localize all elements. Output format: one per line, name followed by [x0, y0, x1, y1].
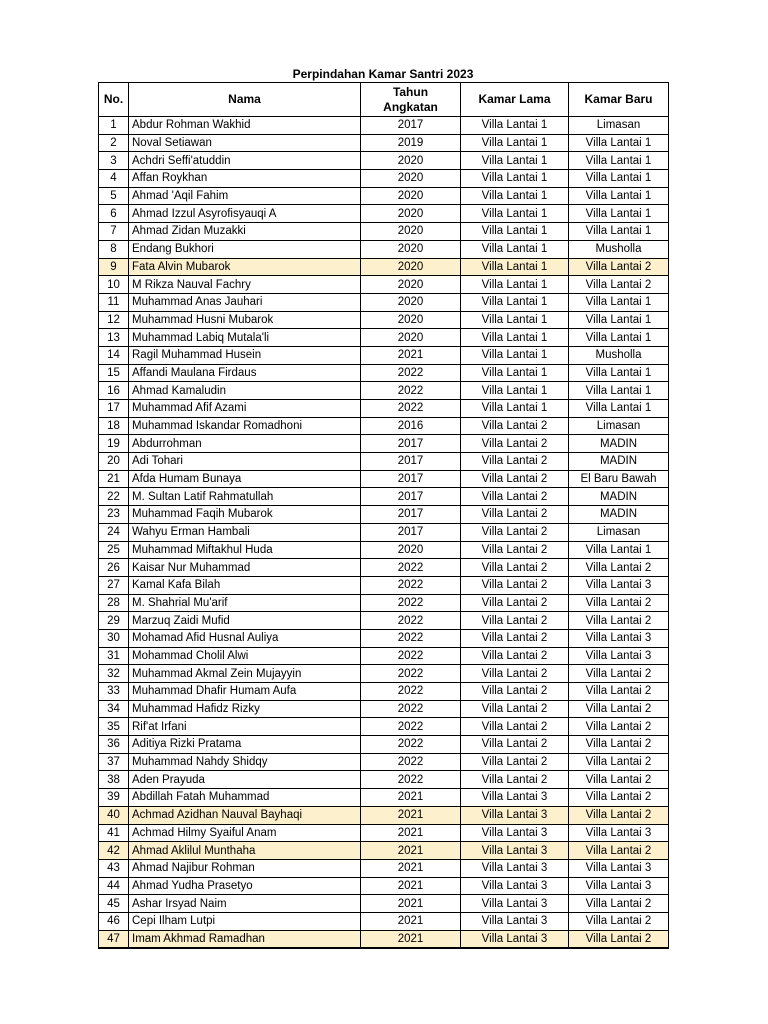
table-row	[99, 258, 669, 276]
cell-tahun-angkatan: 2016	[361, 417, 461, 435]
cell-no: 41	[99, 824, 129, 842]
cell-kamar-lama: Villa Lantai 1	[461, 258, 569, 276]
cell-nama: M Rikza Nauval Fachry	[129, 276, 361, 294]
document-sheet	[98, 66, 668, 949]
cell-kamar-lama: Villa Lantai 1	[461, 400, 569, 418]
cell-nama: Ahmad Aklilul Munthaha	[129, 842, 361, 860]
cell-nama: Ahmad Najibur Rohman	[129, 859, 361, 877]
cell-tahun-angkatan: 2021	[361, 895, 461, 913]
cell-tahun-angkatan: 2020	[361, 293, 461, 311]
cell-kamar-baru: Villa Lantai 2	[569, 930, 669, 948]
table-row	[99, 594, 669, 612]
cell-kamar-lama: Villa Lantai 2	[461, 683, 569, 701]
cell-nama: Ahmad 'Aqil Fahim	[129, 187, 361, 205]
cell-no: 10	[99, 276, 129, 294]
table-row	[99, 771, 669, 789]
cell-kamar-baru: Limasan	[569, 117, 669, 135]
table-row	[99, 647, 669, 665]
cell-no: 24	[99, 523, 129, 541]
cell-kamar-lama: Villa Lantai 2	[461, 523, 569, 541]
cell-no: 6	[99, 205, 129, 223]
cell-kamar-baru: Limasan	[569, 523, 669, 541]
cell-kamar-lama: Villa Lantai 1	[461, 187, 569, 205]
cell-nama: Endang Bukhori	[129, 240, 361, 258]
cell-no: 4	[99, 170, 129, 188]
cell-no: 13	[99, 329, 129, 347]
cell-nama: Achdri Seffi'atuddin	[129, 152, 361, 170]
cell-tahun-angkatan: 2020	[361, 205, 461, 223]
cell-tahun-angkatan: 2021	[361, 789, 461, 807]
cell-nama: Aden Prayuda	[129, 771, 361, 789]
table-row	[99, 506, 669, 524]
cell-kamar-lama: Villa Lantai 3	[461, 806, 569, 824]
cell-no: 2	[99, 134, 129, 152]
cell-no: 14	[99, 346, 129, 364]
table-row	[99, 824, 669, 842]
cell-kamar-baru: Villa Lantai 2	[569, 895, 669, 913]
cell-kamar-lama: Villa Lantai 2	[461, 736, 569, 754]
cell-nama: Fata Alvin Mubarok	[129, 258, 361, 276]
table-row	[99, 223, 669, 241]
cell-kamar-baru: Villa Lantai 1	[569, 382, 669, 400]
cell-no: 45	[99, 895, 129, 913]
cell-kamar-lama: Villa Lantai 2	[461, 665, 569, 683]
cell-tahun-angkatan: 2019	[361, 134, 461, 152]
cell-tahun-angkatan: 2020	[361, 258, 461, 276]
cell-nama: Muhammad Labiq Mutala'li	[129, 329, 361, 347]
table-row	[99, 276, 669, 294]
cell-tahun-angkatan: 2021	[361, 346, 461, 364]
cell-nama: M. Sultan Latif Rahmatullah	[129, 488, 361, 506]
cell-nama: Afda Humam Bunaya	[129, 470, 361, 488]
cell-tahun-angkatan: 2020	[361, 541, 461, 559]
cell-kamar-lama: Villa Lantai 3	[461, 859, 569, 877]
table-row	[99, 240, 669, 258]
table-row	[99, 364, 669, 382]
cell-no: 5	[99, 187, 129, 205]
cell-no: 26	[99, 559, 129, 577]
cell-no: 27	[99, 576, 129, 594]
cell-no: 44	[99, 877, 129, 895]
cell-nama: Ragil Muhammad Husein	[129, 346, 361, 364]
cell-no: 19	[99, 435, 129, 453]
cell-kamar-lama: Villa Lantai 2	[461, 559, 569, 577]
cell-no: 8	[99, 240, 129, 258]
cell-kamar-lama: Villa Lantai 2	[461, 718, 569, 736]
cell-no: 39	[99, 789, 129, 807]
cell-nama: Achmad Hilmy Syaiful Anam	[129, 824, 361, 842]
cell-kamar-lama: Villa Lantai 1	[461, 329, 569, 347]
cell-kamar-baru: MADIN	[569, 506, 669, 524]
cell-nama: Wahyu Erman Hambali	[129, 523, 361, 541]
cell-tahun-angkatan: 2021	[361, 859, 461, 877]
cell-nama: Mohammad Cholil Alwi	[129, 647, 361, 665]
cell-kamar-baru: Villa Lantai 1	[569, 152, 669, 170]
table-row	[99, 470, 669, 488]
table-row	[99, 117, 669, 135]
cell-tahun-angkatan: 2020	[361, 276, 461, 294]
cell-tahun-angkatan: 2020	[361, 240, 461, 258]
cell-no: 38	[99, 771, 129, 789]
cell-kamar-baru: Musholla	[569, 346, 669, 364]
table-row	[99, 789, 669, 807]
room-transfer-table	[98, 82, 669, 949]
table-row	[99, 346, 669, 364]
table-row	[99, 187, 669, 205]
cell-no: 40	[99, 806, 129, 824]
cell-tahun-angkatan: 2021	[361, 824, 461, 842]
cell-tahun-angkatan: 2017	[361, 117, 461, 135]
cell-tahun-angkatan: 2021	[361, 877, 461, 895]
cell-tahun-angkatan: 2017	[361, 470, 461, 488]
document-title: Perpindahan Kamar Santri 2023	[292, 67, 474, 81]
cell-no: 42	[99, 842, 129, 860]
header-kamar-baru: Kamar Baru	[569, 83, 669, 117]
cell-kamar-baru: Villa Lantai 2	[569, 276, 669, 294]
cell-kamar-lama: Villa Lantai 1	[461, 170, 569, 188]
cell-no: 9	[99, 258, 129, 276]
cell-tahun-angkatan: 2022	[361, 400, 461, 418]
cell-nama: Marzuq Zaidi Mufid	[129, 612, 361, 630]
table-row	[99, 612, 669, 630]
cell-tahun-angkatan: 2022	[361, 753, 461, 771]
cell-no: 3	[99, 152, 129, 170]
cell-nama: Muhammad Husni Mubarok	[129, 311, 361, 329]
table-row	[99, 488, 669, 506]
cell-nama: Mohamad Afid Husnal Auliya	[129, 629, 361, 647]
cell-no: 12	[99, 311, 129, 329]
cell-kamar-baru: Villa Lantai 2	[569, 789, 669, 807]
table-row	[99, 523, 669, 541]
cell-kamar-baru: Villa Lantai 3	[569, 877, 669, 895]
cell-tahun-angkatan: 2022	[361, 594, 461, 612]
cell-tahun-angkatan: 2022	[361, 700, 461, 718]
table-row	[99, 930, 669, 948]
table-row	[99, 683, 669, 701]
cell-nama: Adi Tohari	[129, 453, 361, 471]
cell-kamar-lama: Villa Lantai 3	[461, 842, 569, 860]
cell-kamar-baru: MADIN	[569, 488, 669, 506]
cell-tahun-angkatan: 2020	[361, 152, 461, 170]
cell-tahun-angkatan: 2017	[361, 453, 461, 471]
cell-kamar-baru: Villa Lantai 2	[569, 683, 669, 701]
cell-kamar-baru: Villa Lantai 3	[569, 859, 669, 877]
cell-nama: Muhammad Afif Azami	[129, 400, 361, 418]
cell-tahun-angkatan: 2021	[361, 930, 461, 948]
cell-kamar-baru: Villa Lantai 2	[569, 771, 669, 789]
cell-kamar-baru: Villa Lantai 1	[569, 329, 669, 347]
cell-kamar-lama: Villa Lantai 2	[461, 753, 569, 771]
cell-nama: Ahmad Zidan Muzakki	[129, 223, 361, 241]
cell-kamar-baru: Villa Lantai 2	[569, 559, 669, 577]
header-nama: Nama	[129, 83, 361, 117]
table-row	[99, 417, 669, 435]
cell-kamar-baru: MADIN	[569, 453, 669, 471]
cell-nama: Affandi Maulana Firdaus	[129, 364, 361, 382]
table-row	[99, 629, 669, 647]
table-row	[99, 435, 669, 453]
table-row	[99, 665, 669, 683]
cell-kamar-baru: Villa Lantai 1	[569, 205, 669, 223]
table-row	[99, 700, 669, 718]
cell-kamar-baru: Villa Lantai 1	[569, 293, 669, 311]
cell-kamar-lama: Villa Lantai 3	[461, 930, 569, 948]
cell-kamar-lama: Villa Lantai 1	[461, 223, 569, 241]
cell-tahun-angkatan: 2020	[361, 187, 461, 205]
cell-tahun-angkatan: 2022	[361, 718, 461, 736]
cell-kamar-baru: Villa Lantai 2	[569, 665, 669, 683]
cell-no: 32	[99, 665, 129, 683]
cell-nama: Aditiya Rizki Pratama	[129, 736, 361, 754]
cell-tahun-angkatan: 2022	[361, 559, 461, 577]
table-row	[99, 311, 669, 329]
cell-kamar-lama: Villa Lantai 2	[461, 629, 569, 647]
cell-nama: M. Shahrial Mu'arif	[129, 594, 361, 612]
cell-tahun-angkatan: 2022	[361, 382, 461, 400]
cell-no: 36	[99, 736, 129, 754]
cell-tahun-angkatan: 2017	[361, 488, 461, 506]
cell-nama: Imam Akhmad Ramadhan	[129, 930, 361, 948]
cell-nama: Affan Roykhan	[129, 170, 361, 188]
cell-kamar-lama: Villa Lantai 2	[461, 470, 569, 488]
table-row	[99, 170, 669, 188]
cell-no: 11	[99, 293, 129, 311]
cell-kamar-baru: Villa Lantai 2	[569, 842, 669, 860]
table-row	[99, 134, 669, 152]
cell-no: 22	[99, 488, 129, 506]
cell-no: 21	[99, 470, 129, 488]
cell-tahun-angkatan: 2022	[361, 771, 461, 789]
cell-kamar-baru: Villa Lantai 2	[569, 700, 669, 718]
cell-nama: Kamal Kafa Bilah	[129, 576, 361, 594]
header-no: No.	[99, 83, 129, 117]
table-header-row	[99, 83, 669, 117]
cell-nama: Ahmad Izzul Asyrofisyauqi A	[129, 205, 361, 223]
cell-kamar-baru: Villa Lantai 1	[569, 134, 669, 152]
cell-kamar-lama: Villa Lantai 2	[461, 417, 569, 435]
cell-kamar-lama: Villa Lantai 3	[461, 895, 569, 913]
cell-kamar-lama: Villa Lantai 1	[461, 152, 569, 170]
cell-kamar-baru: Villa Lantai 2	[569, 258, 669, 276]
cell-nama: Muhammad Nahdy Shidqy	[129, 753, 361, 771]
cell-kamar-baru: Villa Lantai 1	[569, 364, 669, 382]
header-tahun-line1: Tahun	[392, 84, 429, 99]
cell-nama: Muhammad Faqih Mubarok	[129, 506, 361, 524]
cell-no: 29	[99, 612, 129, 630]
cell-tahun-angkatan: 2020	[361, 170, 461, 188]
cell-kamar-lama: Villa Lantai 2	[461, 488, 569, 506]
cell-no: 37	[99, 753, 129, 771]
table-row	[99, 453, 669, 471]
cell-kamar-lama: Villa Lantai 2	[461, 594, 569, 612]
cell-kamar-baru: Villa Lantai 3	[569, 824, 669, 842]
cell-tahun-angkatan: 2022	[361, 576, 461, 594]
cell-kamar-lama: Villa Lantai 1	[461, 134, 569, 152]
cell-tahun-angkatan: 2020	[361, 329, 461, 347]
cell-no: 7	[99, 223, 129, 241]
cell-kamar-lama: Villa Lantai 1	[461, 117, 569, 135]
cell-no: 18	[99, 417, 129, 435]
cell-nama: Ashar Irsyad Naim	[129, 895, 361, 913]
cell-kamar-baru: El Baru Bawah	[569, 470, 669, 488]
cell-kamar-lama: Villa Lantai 2	[461, 647, 569, 665]
cell-kamar-lama: Villa Lantai 2	[461, 506, 569, 524]
cell-kamar-lama: Villa Lantai 1	[461, 293, 569, 311]
cell-no: 25	[99, 541, 129, 559]
cell-tahun-angkatan: 2021	[361, 806, 461, 824]
cell-no: 17	[99, 400, 129, 418]
cell-kamar-baru: Villa Lantai 2	[569, 806, 669, 824]
table-row	[99, 400, 669, 418]
cell-no: 46	[99, 912, 129, 930]
cell-no: 31	[99, 647, 129, 665]
cell-tahun-angkatan: 2022	[361, 665, 461, 683]
cell-kamar-baru: Villa Lantai 1	[569, 170, 669, 188]
table-row	[99, 736, 669, 754]
cell-no: 20	[99, 453, 129, 471]
cell-kamar-baru: Villa Lantai 3	[569, 647, 669, 665]
table-row	[99, 877, 669, 895]
cell-kamar-lama: Villa Lantai 3	[461, 912, 569, 930]
cell-kamar-lama: Villa Lantai 1	[461, 276, 569, 294]
cell-no: 33	[99, 683, 129, 701]
cell-nama: Muhammad Akmal Zein Mujayyin	[129, 665, 361, 683]
cell-kamar-baru: Villa Lantai 2	[569, 736, 669, 754]
cell-nama: Achmad Azidhan Nauval Bayhaqi	[129, 806, 361, 824]
cell-kamar-baru: Villa Lantai 2	[569, 612, 669, 630]
table-row	[99, 541, 669, 559]
cell-kamar-baru: Villa Lantai 1	[569, 223, 669, 241]
cell-no: 16	[99, 382, 129, 400]
cell-tahun-angkatan: 2017	[361, 523, 461, 541]
cell-kamar-baru: Villa Lantai 3	[569, 629, 669, 647]
cell-kamar-lama: Villa Lantai 3	[461, 789, 569, 807]
cell-kamar-lama: Villa Lantai 2	[461, 700, 569, 718]
cell-kamar-baru: Villa Lantai 1	[569, 400, 669, 418]
table-row	[99, 559, 669, 577]
cell-kamar-lama: Villa Lantai 1	[461, 311, 569, 329]
table-row	[99, 576, 669, 594]
cell-nama: Rif'at Irfani	[129, 718, 361, 736]
cell-kamar-lama: Villa Lantai 2	[461, 435, 569, 453]
cell-nama: Cepi Ilham Lutpi	[129, 912, 361, 930]
cell-nama: Abdurrohman	[129, 435, 361, 453]
cell-kamar-lama: Villa Lantai 3	[461, 824, 569, 842]
cell-kamar-baru: Villa Lantai 1	[569, 541, 669, 559]
cell-kamar-baru: Limasan	[569, 417, 669, 435]
cell-tahun-angkatan: 2020	[361, 223, 461, 241]
table-row	[99, 718, 669, 736]
table-row	[99, 753, 669, 771]
cell-no: 23	[99, 506, 129, 524]
cell-tahun-angkatan: 2022	[361, 736, 461, 754]
cell-tahun-angkatan: 2017	[361, 506, 461, 524]
cell-kamar-lama: Villa Lantai 2	[461, 576, 569, 594]
cell-tahun-angkatan: 2021	[361, 912, 461, 930]
table-row	[99, 806, 669, 824]
cell-nama: Ahmad Yudha Prasetyo	[129, 877, 361, 895]
cell-tahun-angkatan: 2022	[361, 612, 461, 630]
cell-kamar-lama: Villa Lantai 1	[461, 205, 569, 223]
cell-kamar-baru: Villa Lantai 2	[569, 912, 669, 930]
table-row	[99, 895, 669, 913]
cell-kamar-baru: Villa Lantai 2	[569, 594, 669, 612]
header-tahun-line2: Angkatan	[383, 99, 438, 114]
header-kamar-lama: Kamar Lama	[461, 83, 569, 117]
table-row	[99, 205, 669, 223]
cell-nama: Muhammad Iskandar Romadhoni	[129, 417, 361, 435]
cell-kamar-lama: Villa Lantai 2	[461, 612, 569, 630]
cell-nama: Ahmad Kamaludin	[129, 382, 361, 400]
cell-no: 1	[99, 117, 129, 135]
cell-nama: Abdillah Fatah Muhammad	[129, 789, 361, 807]
cell-no: 43	[99, 859, 129, 877]
table-row	[99, 842, 669, 860]
cell-kamar-baru: Villa Lantai 3	[569, 576, 669, 594]
cell-nama: Muhammad Anas Jauhari	[129, 293, 361, 311]
cell-kamar-lama: Villa Lantai 1	[461, 346, 569, 364]
table-row	[99, 912, 669, 930]
cell-kamar-baru: Villa Lantai 2	[569, 753, 669, 771]
cell-nama: Kaisar Nur Muhammad	[129, 559, 361, 577]
cell-kamar-lama: Villa Lantai 3	[461, 877, 569, 895]
cell-kamar-lama: Villa Lantai 1	[461, 382, 569, 400]
cell-kamar-lama: Villa Lantai 2	[461, 453, 569, 471]
cell-kamar-baru: Villa Lantai 1	[569, 311, 669, 329]
cell-kamar-baru: Villa Lantai 1	[569, 187, 669, 205]
table-row	[99, 382, 669, 400]
cell-kamar-baru: Musholla	[569, 240, 669, 258]
table-body	[99, 117, 669, 949]
cell-tahun-angkatan: 2022	[361, 629, 461, 647]
cell-tahun-angkatan: 2021	[361, 842, 461, 860]
cell-tahun-angkatan: 2022	[361, 647, 461, 665]
cell-no: 35	[99, 718, 129, 736]
cell-nama: Muhammad Hafidz Rizky	[129, 700, 361, 718]
cell-kamar-baru: Villa Lantai 2	[569, 718, 669, 736]
cell-no: 15	[99, 364, 129, 382]
table-row	[99, 859, 669, 877]
table-row	[99, 329, 669, 347]
cell-nama: Muhammad Dhafir Humam Aufa	[129, 683, 361, 701]
cell-no: 30	[99, 629, 129, 647]
cell-nama: Abdur Rohman Wakhid	[129, 117, 361, 135]
cell-tahun-angkatan: 2017	[361, 435, 461, 453]
cell-kamar-baru: MADIN	[569, 435, 669, 453]
cell-tahun-angkatan: 2022	[361, 364, 461, 382]
table-row	[99, 152, 669, 170]
cell-no: 34	[99, 700, 129, 718]
cell-no: 28	[99, 594, 129, 612]
cell-kamar-lama: Villa Lantai 1	[461, 240, 569, 258]
cell-nama: Muhammad Miftakhul Huda	[129, 541, 361, 559]
cell-no: 47	[99, 930, 129, 948]
table-row	[99, 293, 669, 311]
cell-kamar-lama: Villa Lantai 2	[461, 771, 569, 789]
cell-tahun-angkatan: 2020	[361, 311, 461, 329]
cell-tahun-angkatan: 2022	[361, 683, 461, 701]
cell-kamar-lama: Villa Lantai 2	[461, 541, 569, 559]
cell-nama: Noval Setiawan	[129, 134, 361, 152]
header-tahun-angkatan	[361, 83, 461, 117]
cell-kamar-lama: Villa Lantai 1	[461, 364, 569, 382]
